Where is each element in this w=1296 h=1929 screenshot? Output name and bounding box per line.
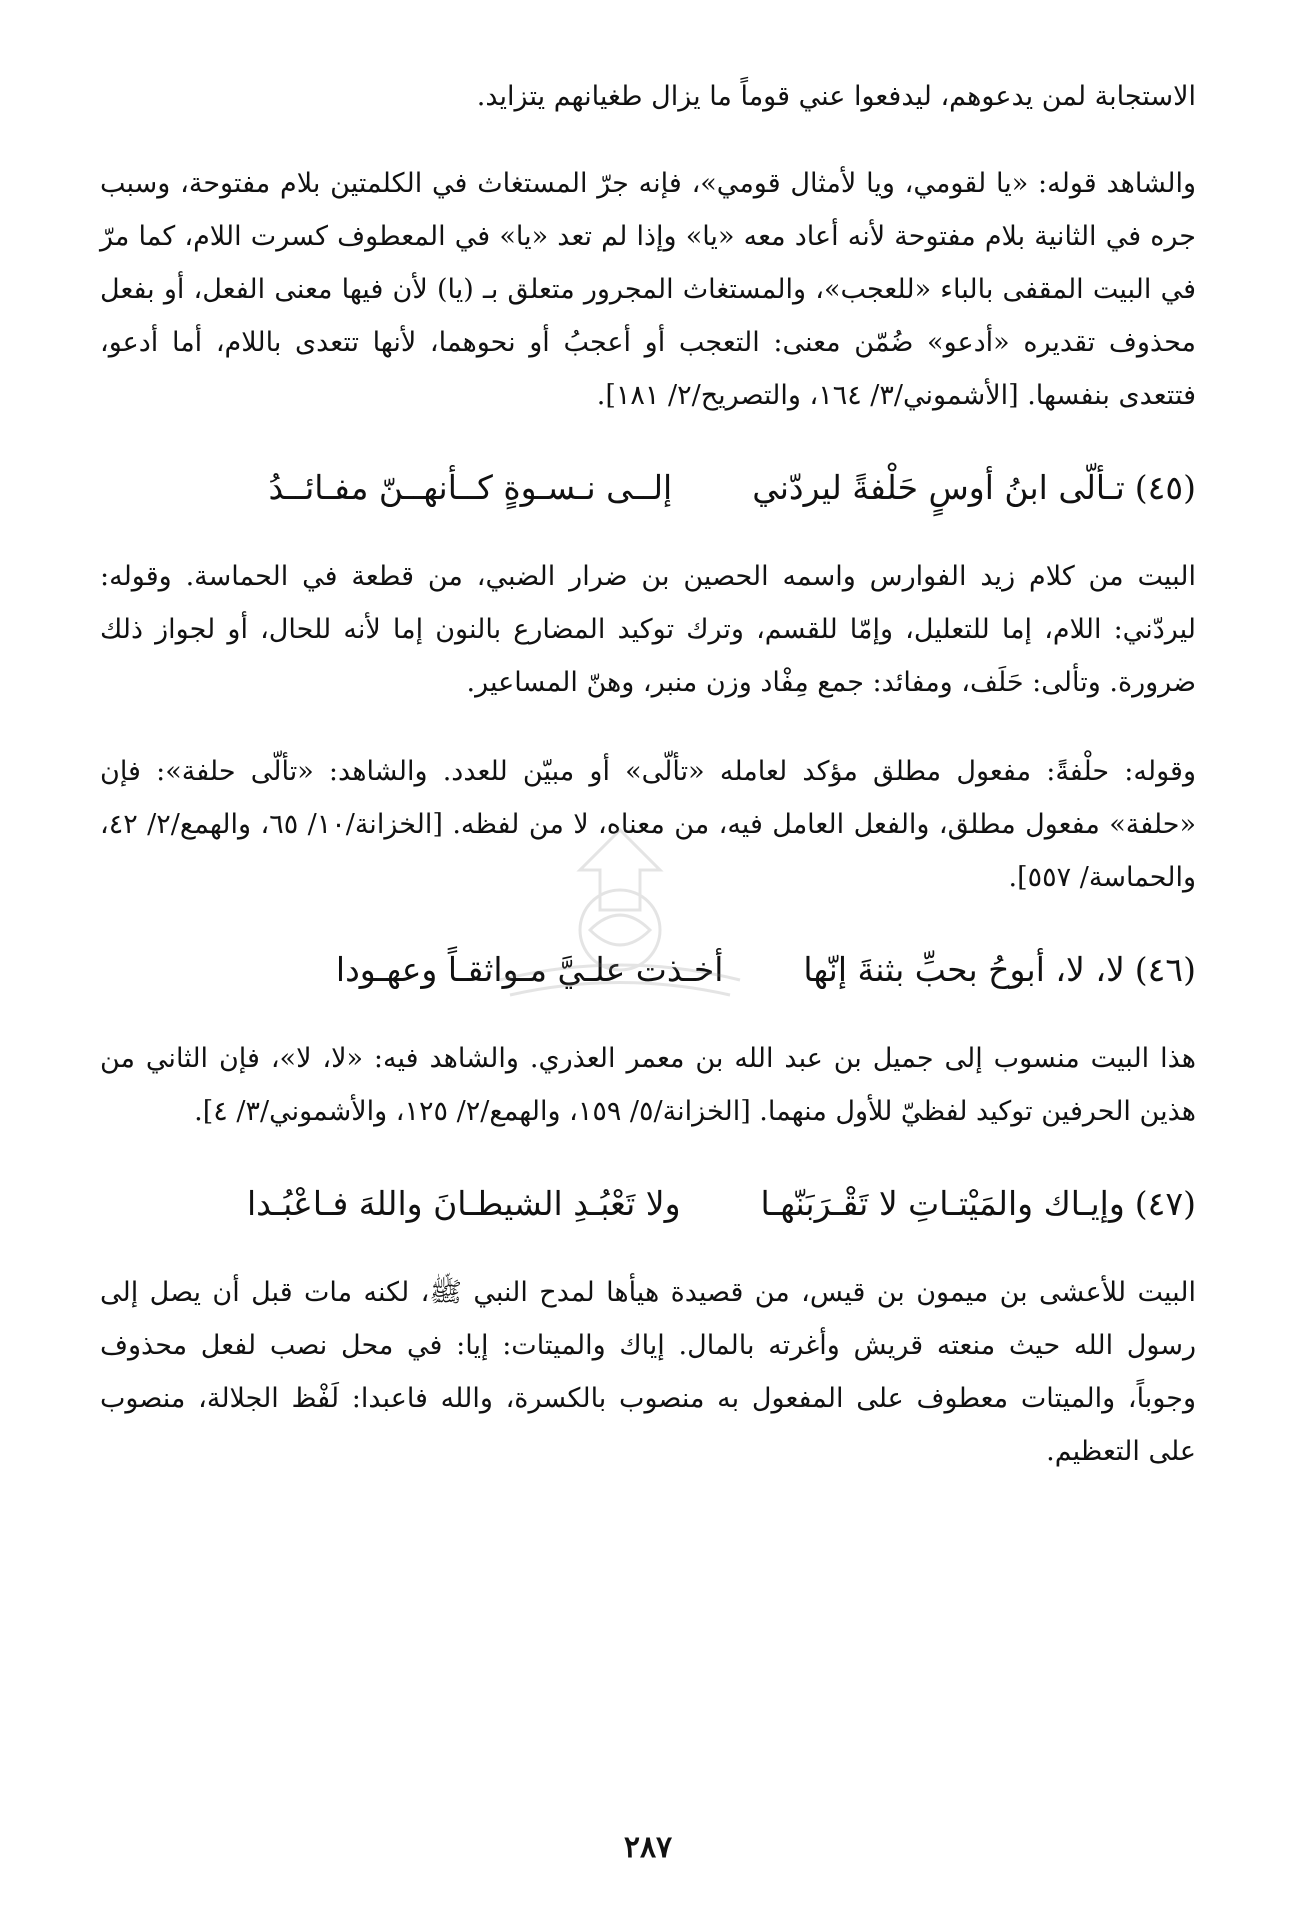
verse-first-hemistich: لا، لا، أبوحُ بحبِّ بثنةَ إنّها xyxy=(803,950,1125,989)
verse-number: (٤٦) xyxy=(1134,950,1196,989)
verse-47 xyxy=(100,1174,1196,1234)
verse-first-hemistich: تـألّى ابنُ أوسٍ حَلْفةً ليردّني xyxy=(752,468,1125,507)
paragraph-witness-1: والشاهد قوله: «يا لقومي، ويا لأمثال قومي»، فإنه جرّ المستغاث في الكلمتين بلام مفتوحة، وسبب جره في الثانية بلام مفتوحة لأنه أعاد معه «يا» وإذا لم تعد «يا» في المعطوف كسرت اللام، كما مرّ في البيت المقفى بالباء «للعجب»، والمستغاث المجرور متعلق بـ (يا) لأن فيها معنى الفعل، أو بفعل محذوف تقديره «أدعو» ضُمّن معنى: التعجب أو أعجبُ أو نحوهما، لأنها تتعدى باللام، أما أدعو، فتتعدى بنفسها. [الأشموني/٣/ ١٦٤، والتصريح/٢/ ١٨١]. xyxy=(100,168,1196,411)
verse-46 xyxy=(100,940,1196,1000)
page-number: ٢٨٧ xyxy=(623,1830,673,1865)
verse-number: (٤٧) xyxy=(1134,1184,1196,1223)
verse-second-hemistich: إلــى نـسـوةٍ كــأنهــنّ مفـائــدُ xyxy=(268,468,673,507)
paragraph-intro: الاستجابة لمن يدعوهم، ليدفعوا عني قوماً ما يزال طغيانهم يتزايد. xyxy=(476,81,1196,112)
paragraph-commentary-47: البيت للأعشى بن ميمون بن قيس، من قصيدة هيأها لمدح النبي ﷺ، لكنه مات قبل أن يصل إلى رسول الله حيث منعته قريش وأغرته بالمال. إياك والميتات: إيا: في محل نصب لفعل محذوف وجوباً، والميتات معطوف على المفعول به منصوب بالكسرة، والله فاعبدا: لَفْظ الجلالة، منصوب على التعظيم. xyxy=(100,1277,1197,1467)
verse-first-hemistich: وإيـاك والمَيْتـاتِ لا تَقْـرَبَنّهـا xyxy=(760,1184,1125,1223)
paragraph-commentary-45b: وقوله: حلْفةً: مفعول مطلق مؤكد لعامله «تألّى» أو مبيّن للعدد. والشاهد: «تألّى حلفة»: فإن «حلفة» مفعول مطلق، والفعل العامل فيه، من معناه، لا من لفظه. [الخزانة/١٠/ ٦٥، والهمع/٢/ ٤٢، والحماسة/ ٥٥٧]. xyxy=(100,756,1196,893)
paragraph-commentary-45a: البيت من كلام زيد الفوارس واسمه الحصين بن ضرار الضبي، من قطعة في الحماسة. وقوله: ليردّني: اللام، إما للتعليل، وإمّا للقسم، وترك توكيد المضارع بالنون إما لأنه للحال، أو لجواز ذلك ضرورة. وتألى: حَلَف، ومفائد: جمع مِفْاد وزن منبر، وهنّ المساعير. xyxy=(100,561,1196,698)
verse-second-hemistich: ولا تَعْبُـدِ الشيطـانَ واللهَ فـاعْبُـدا xyxy=(247,1184,681,1223)
page-content xyxy=(100,70,1196,1514)
verse-number: (٤٥) xyxy=(1134,468,1196,507)
verse-second-hemistich: أخـذت علـيَّ مـواثقـاً وعهـودا xyxy=(335,950,724,989)
verse-45 xyxy=(100,458,1196,518)
paragraph-commentary-46: هذا البيت منسوب إلى جميل بن عبد الله بن معمر العذري. والشاهد فيه: «لا، لا»، فإن الثاني من هذين الحرفين توكيد لفظيّ للأول منهما. [الخزانة/٥/ ١٥٩، والهمع/٢/ ١٢٥، والأشموني/٣/ ٤]. xyxy=(100,1043,1196,1127)
